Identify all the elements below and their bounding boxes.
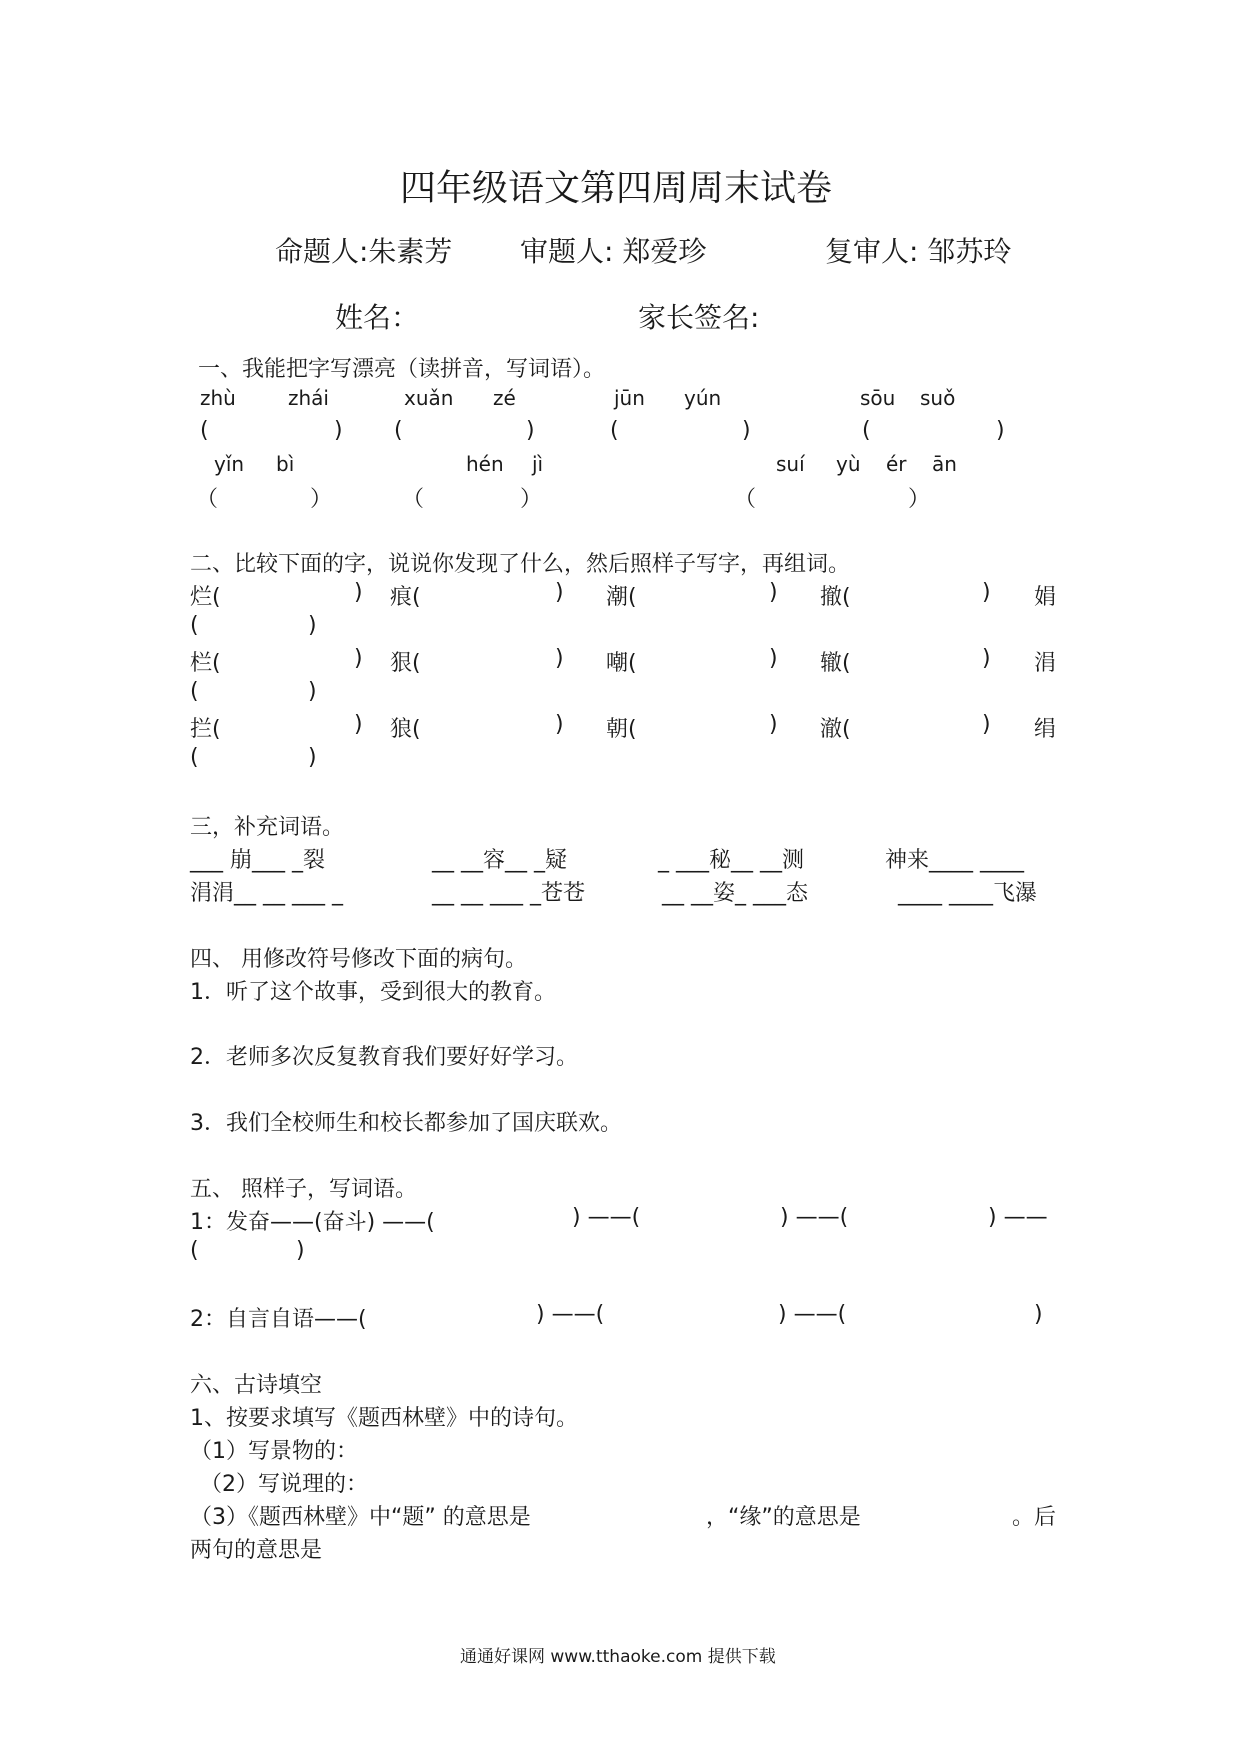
name-label: 姓名： — [335, 301, 420, 334]
pinyin-syllable: ān — [932, 452, 957, 476]
pinyin-syllable: yún — [684, 386, 722, 410]
char-compare-cell: ) — [982, 646, 991, 671]
char-compare-cell: 朝( — [606, 717, 637, 742]
answer-paren-open: （ — [402, 487, 425, 512]
word-pattern-line: 2：自言自语——( — [190, 1307, 367, 1332]
proposer: 命题人:朱素芳 — [275, 235, 453, 268]
pinyin-syllable: yǐn — [214, 452, 245, 476]
pinyin-syllable: yù — [836, 452, 861, 476]
idiom-blank: 神来____ ____ — [885, 848, 1024, 873]
answer-paren-close: ） — [310, 487, 333, 512]
char-compare-cell: 撤( — [820, 585, 851, 610]
char-compare-cell: ) — [769, 712, 778, 737]
char-compare-cell: ) — [555, 646, 564, 671]
word-pattern-line: ( — [190, 1238, 199, 1263]
poem-question: 。后 — [1012, 1505, 1057, 1530]
idiom-blank: ___ 崩___ _裂 — [190, 848, 325, 873]
reviewer: 审题人: 郑爱珍 — [520, 235, 707, 268]
char-compare-cell: ) — [555, 712, 564, 737]
pinyin-syllable: sōu — [860, 386, 896, 410]
word-pattern-line: ) ——( — [780, 1205, 849, 1230]
word-pattern-line: ) ——( — [778, 1302, 847, 1327]
char-compare-cell: ) — [354, 712, 363, 737]
char-compare-cell: 狠( — [390, 651, 421, 676]
idiom-blank: ____ ____飞瀑 — [898, 881, 1037, 906]
char-compare-cell: 娟 — [1034, 585, 1057, 610]
char-compare-cell: ) — [982, 712, 991, 737]
answer-paren-close: ) — [742, 418, 751, 443]
rechecker: 复审人: 邹苏玲 — [825, 235, 1012, 268]
pinyin-syllable: jūn — [614, 386, 645, 410]
parent-sign-label: 家长签名: — [638, 301, 760, 334]
poem-question: （3）《题西林壁》中“题” 的意思是 — [190, 1505, 531, 1530]
section3-heading: 三，补充词语。 — [190, 815, 345, 840]
answer-paren-close: ） — [520, 487, 543, 512]
char-compare-cell: 澈( — [820, 717, 851, 742]
pinyin-syllable: suǒ — [920, 386, 956, 410]
char-compare-cell: 涓 — [1034, 651, 1057, 676]
char-compare-cell: 栏( — [190, 651, 221, 676]
char-compare-cell: ) — [769, 646, 778, 671]
idiom-blank: _ ___秘__ __测 — [658, 848, 804, 873]
poem-question: 两句的意思是 — [190, 1538, 323, 1563]
char-compare-cell: 绢 — [1034, 717, 1057, 742]
pinyin-syllable: ér — [886, 452, 907, 476]
char-compare-cell: 狼( — [390, 717, 421, 742]
word-pattern-line: ) ——( — [536, 1302, 605, 1327]
char-compare-cell: ( — [190, 745, 199, 770]
pinyin-syllable: xuǎn — [404, 386, 454, 410]
idiom-blank: __ __容__ _疑 — [432, 848, 567, 873]
char-compare-cell: 嘲( — [606, 651, 637, 676]
char-compare-cell: ) — [354, 580, 363, 605]
answer-paren-open: ( — [200, 418, 209, 443]
char-compare-cell: ) — [308, 679, 317, 704]
word-pattern-line: ) —— — [988, 1205, 1048, 1230]
section1-heading: 一、我能把字写漂亮（读拼音，写词语）。 — [198, 357, 606, 382]
idiom-blank: __ __ ___ _苍苍 — [432, 881, 585, 906]
poem-question: （2）写说理的： — [200, 1472, 368, 1497]
idiom-blank: 涓涓__ __ ___ _ — [190, 881, 343, 906]
pinyin-syllable: jì — [532, 452, 544, 476]
char-compare-cell: ) — [555, 580, 564, 605]
answer-paren-close: ） — [908, 487, 931, 512]
sentence-item: 2．老师多次反复教育我们要好好学习。 — [190, 1045, 578, 1070]
word-pattern-line: ) — [1034, 1302, 1043, 1327]
char-compare-cell: ) — [354, 646, 363, 671]
char-compare-cell: ) — [308, 745, 317, 770]
answer-paren-open: （ — [196, 487, 219, 512]
footer-text: 通通好课网 www.tthaoke.com 提供下载 — [460, 1647, 776, 1667]
char-compare-cell: ( — [190, 613, 199, 638]
pinyin-syllable: bì — [276, 452, 295, 476]
char-compare-cell: ) — [982, 580, 991, 605]
word-pattern-line: ) — [296, 1238, 305, 1263]
answer-paren-open: ( — [610, 418, 619, 443]
section4-heading: 四、 用修改符号修改下面的病句。 — [190, 947, 527, 972]
pinyin-syllable: zhù — [200, 386, 236, 410]
pinyin-syllable: suí — [776, 452, 805, 476]
sentence-item: 1．听了这个故事，受到很大的教育。 — [190, 980, 556, 1005]
section6-heading: 六、古诗填空 — [190, 1373, 323, 1398]
answer-paren-open: （ — [734, 487, 757, 512]
pinyin-syllable: zhái — [288, 386, 329, 410]
poem-question: （1）写景物的： — [190, 1439, 358, 1464]
page-title: 四年级语文第四周周末试卷 — [400, 168, 833, 209]
char-compare-cell: ( — [190, 679, 199, 704]
answer-paren-close: ) — [526, 418, 535, 443]
char-compare-cell: 辙( — [820, 651, 851, 676]
poem-question: 1、按要求填写《题西林壁》中的诗句。 — [190, 1406, 578, 1431]
word-pattern-line: 1：发奋——(奋斗) ——( — [190, 1210, 435, 1235]
idiom-blank: __ __姿_ ___态 — [662, 881, 808, 906]
word-pattern-line: ) ——( — [572, 1205, 641, 1230]
answer-paren-close: ) — [334, 418, 343, 443]
pinyin-syllable: hén — [466, 452, 504, 476]
sentence-item: 3．我们全校师生和校长都参加了国庆联欢。 — [190, 1111, 622, 1136]
poem-question: ，“缘”的意思是 — [706, 1505, 861, 1530]
char-compare-cell: 烂( — [190, 585, 221, 610]
answer-paren-close: ) — [996, 418, 1005, 443]
section5-heading: 五、 照样子，写词语。 — [190, 1177, 417, 1202]
section2-heading: 二、比较下面的字，说说你发现了什么，然后照样子写字，再组词。 — [190, 552, 851, 577]
pinyin-syllable: zé — [493, 386, 516, 410]
char-compare-cell: ) — [769, 580, 778, 605]
answer-paren-open: ( — [394, 418, 403, 443]
answer-paren-open: ( — [862, 418, 871, 443]
char-compare-cell: ) — [308, 613, 317, 638]
char-compare-cell: 痕( — [390, 585, 421, 610]
char-compare-cell: 拦( — [190, 717, 221, 742]
char-compare-cell: 潮( — [606, 585, 637, 610]
